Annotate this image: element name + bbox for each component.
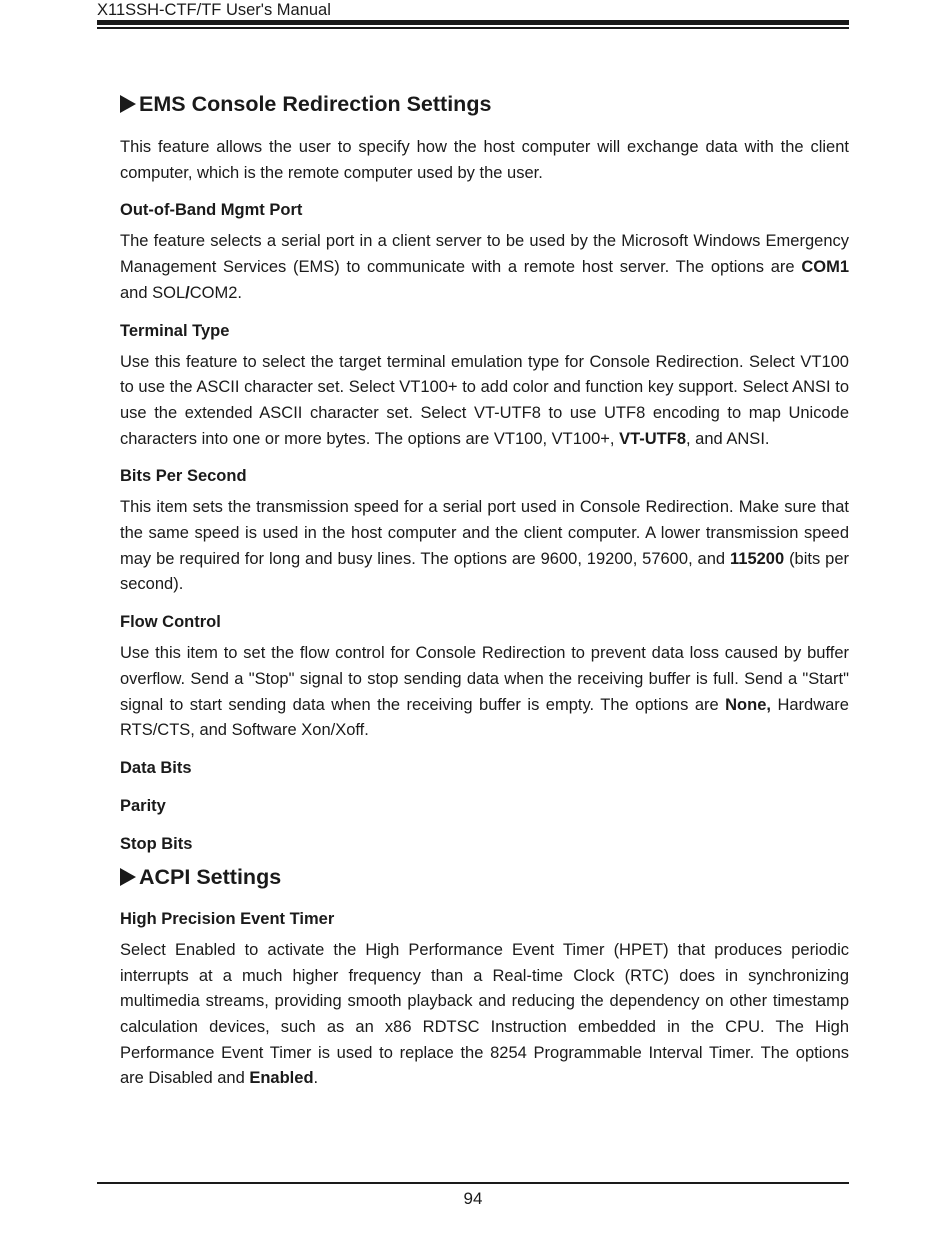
page-header-title: X11SSH-CTF/TF User's Manual bbox=[97, 1, 331, 19]
triangle-bullet-icon bbox=[120, 868, 136, 886]
subheading-data-bits: Data Bits bbox=[120, 758, 192, 777]
header-rule-thin bbox=[97, 27, 849, 29]
ems-intro-paragraph: This feature allows the user to specify how the host computer will exchange data with the client computer, which is the remote computer used by the user. bbox=[120, 138, 849, 182]
triangle-bullet-icon bbox=[120, 95, 136, 113]
page-content bbox=[120, 88, 849, 1092]
bits-per-second-paragraph: This item sets the transmission speed for a serial port used in Console Redirection. Make sure that the same speed is used in the host computer and the client computer. A lower transmission speed may be required for long and busy lines. The options are 9600, 19200, 57600, and 115200 (bits per second). bbox=[120, 498, 849, 594]
header-rule-thick bbox=[97, 20, 849, 25]
terminal-type-paragraph: Use this feature to select the target terminal emulation type for Console Redirection. Select VT100 to use the ASCII character set. Select VT100+ to add color and function key support. Select ANSI to use the extended ASCII character set. Select VT-UTF8 to use UTF8 encoding to map Unicode characters into one or more bytes. The options are VT100, VT100+, VT-UTF8, and ANSI. bbox=[120, 352, 849, 448]
subheading-stop-bits: Stop Bits bbox=[120, 834, 193, 853]
hpet-paragraph: Select Enabled to activate the High Performance Event Timer (HPET) that produces periodic interrupts at a much higher frequency than a Real-time Clock (RTC) does in synchronizing multimedia streams, providing smooth playback and reducing the dependency on other timestamp calculation devices, such as an x86 RDTSC Instruction embedded in the CPU. The High Performance Event Timer is used to replace the 8254 Programmable Interval Timer. The options are Disabled and Enabled. bbox=[120, 940, 849, 1088]
subheading-parity: Parity bbox=[120, 796, 166, 815]
subheading-flow-control: Flow Control bbox=[120, 613, 221, 632]
section-heading-ems bbox=[120, 88, 849, 120]
subheading-high-precision-event-timer: High Precision Event Timer bbox=[120, 909, 335, 928]
oob-paragraph: The feature selects a serial port in a client server to be used by the Microsoft Windows Emergency Management Services (EMS) to communicate with a remote host server. The options are COM1 and SOL/COM2. bbox=[120, 232, 849, 302]
page-number: 94 bbox=[463, 1189, 483, 1208]
subheading-bits-per-second: Bits Per Second bbox=[120, 467, 247, 486]
section-heading-text: ACPI Settings bbox=[139, 864, 282, 889]
section-heading-acpi bbox=[120, 861, 849, 893]
subheading-terminal-type: Terminal Type bbox=[120, 321, 230, 340]
section-heading-text: EMS Console Redirection Settings bbox=[139, 92, 492, 116]
subheading-out-of-band-mgmt-port: Out-of-Band Mgmt Port bbox=[120, 201, 303, 220]
footer-rule bbox=[97, 1182, 849, 1184]
flow-control-paragraph: Use this item to set the flow control for Console Redirection to prevent data loss caused by buffer overflow. Send a "Stop" signal to stop sending data when the receiving buffer is full. Send a "Start" signal to start sending data when the receiving buffer is empty. The options are None, Hardware RTS/CTS, and Software Xon/Xoff. bbox=[120, 644, 849, 740]
